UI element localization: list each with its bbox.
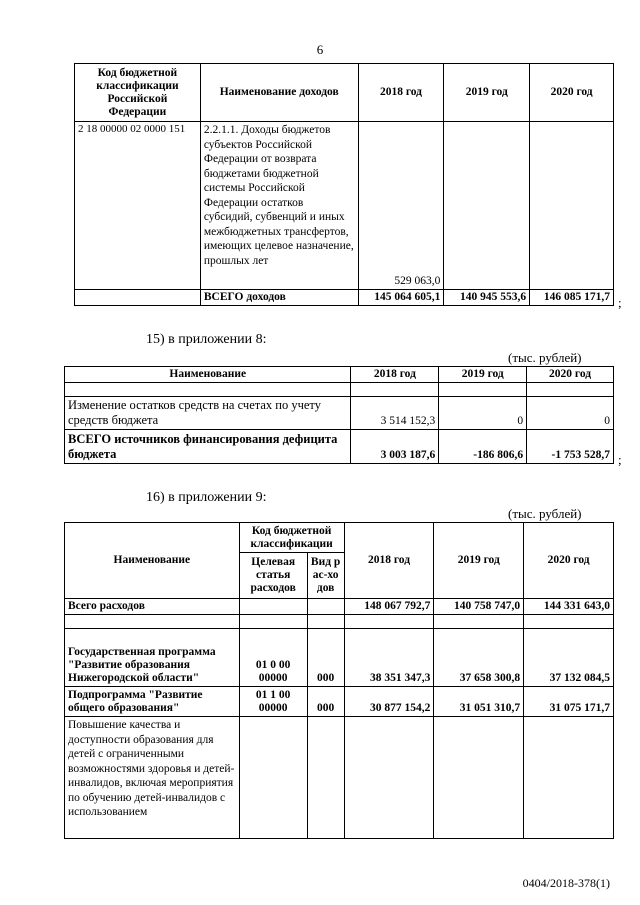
header-2019: 2019 год xyxy=(439,367,527,383)
total-label: ВСЕГО источников финансирования дефицита бюджета xyxy=(65,430,351,464)
table-row xyxy=(65,717,614,839)
cell-type xyxy=(307,599,344,615)
total-row xyxy=(75,290,614,306)
total-2019: 140 945 553,6 xyxy=(444,290,530,306)
total-2020: 146 085 171,7 xyxy=(530,290,614,306)
header-target: Целевая статья расходов xyxy=(239,553,307,599)
header-name: Наименование доходов xyxy=(200,64,358,122)
cell-2020: 31 075 171,7 xyxy=(524,687,614,717)
table-row xyxy=(65,687,614,717)
total-2020: -1 753 528,7 xyxy=(527,430,614,464)
cell-target xyxy=(239,599,307,615)
end-semicolon: ; xyxy=(618,295,622,310)
income-table xyxy=(74,63,614,306)
header-code: Код бюджетной классификации Российской Федерации xyxy=(75,64,201,122)
header-2019: 2019 год xyxy=(444,64,530,122)
header-2019: 2019 год xyxy=(434,523,524,599)
table-row xyxy=(75,122,614,290)
cell-2019: 0 xyxy=(439,397,527,430)
cell-2019: 140 758 747,0 xyxy=(434,599,524,615)
cell-name: Государственная программа "Развитие образования Нижегородской области" xyxy=(65,629,240,687)
header-2018: 2018 год xyxy=(344,523,434,599)
cell-2019 xyxy=(444,122,530,290)
cell-name: 2.2.1.1. Доходы бюджетов субъектов Российской Федерации от возврата бюджетами бюджетной системы Российской Федерации остатков субсидий, субвенций и иных межбюджетных трансфертов, имеющих целевое назначение, прошлых лет xyxy=(200,122,358,290)
section-heading: 15) в приложении 8: xyxy=(146,332,267,347)
cell-2020: 37 132 084,5 xyxy=(524,629,614,687)
cell-2019: 37 658 300,8 xyxy=(434,629,524,687)
cell-name: Повышение качества и доступности образования для детей с ограниченными возможностями здоровья и детей-инвалидов, включая мероприятия по обучению детей-инвалидов с использованием xyxy=(65,717,240,839)
cell-2018: 30 877 154,2 xyxy=(344,687,434,717)
cell-type: 000 xyxy=(307,687,344,717)
table-header-row xyxy=(65,367,614,383)
table-header-row xyxy=(65,523,614,553)
cell-2018: 38 351 347,3 xyxy=(344,629,434,687)
cell-2020 xyxy=(530,122,614,290)
cell-empty xyxy=(75,290,201,306)
header-type: Вид рас-ходов xyxy=(307,553,344,599)
empty-row xyxy=(65,383,614,397)
table-header-row xyxy=(75,64,614,122)
end-semicolon: ; xyxy=(618,452,622,467)
cell-code: 2 18 00000 02 0000 151 xyxy=(75,122,201,290)
section-heading: 16) в приложении 9: xyxy=(146,490,267,505)
cell-type xyxy=(307,717,344,839)
cell-name: Изменение остатков средств на счетах по учету средств бюджета xyxy=(65,397,351,430)
cell-name: Всего расходов xyxy=(65,599,240,615)
header-2018: 2018 год xyxy=(358,64,444,122)
total-label: ВСЕГО доходов xyxy=(200,290,358,306)
cell-target: 01 0 00 00000 xyxy=(239,629,307,687)
cell-2019: 31 051 310,7 xyxy=(434,687,524,717)
table-row xyxy=(65,397,614,430)
cell-2018: 529 063,0 xyxy=(358,122,444,290)
total-row xyxy=(65,430,614,464)
total-2019: -186 806,6 xyxy=(439,430,527,464)
header-2020: 2020 год xyxy=(524,523,614,599)
spacer-row xyxy=(65,615,614,629)
total-2018: 3 003 187,6 xyxy=(351,430,439,464)
units-label: (тыс. рублей) xyxy=(508,506,582,521)
cell-2018 xyxy=(344,717,434,839)
cell-2020: 144 331 643,0 xyxy=(524,599,614,615)
cell-name: Подпрограмма "Развитие общего образования" xyxy=(65,687,240,717)
cell-2018: 3 514 152,3 xyxy=(351,397,439,430)
cell-2020 xyxy=(524,717,614,839)
cell-target: 01 1 00 00000 xyxy=(239,687,307,717)
table-row xyxy=(65,629,614,687)
cell-type: 000 xyxy=(307,629,344,687)
sources-table xyxy=(64,366,614,464)
header-code-group: Код бюджетной классификации xyxy=(239,523,344,553)
cell-2019 xyxy=(434,717,524,839)
units-label: (тыс. рублей) xyxy=(508,350,582,365)
cell-target xyxy=(239,717,307,839)
header-2020: 2020 год xyxy=(530,64,614,122)
header-name: Наименование xyxy=(65,523,240,599)
document-footer-code: 0404/2018-378(1) xyxy=(522,876,610,890)
table-row xyxy=(65,599,614,615)
expenses-table xyxy=(64,522,614,839)
header-name: Наименование xyxy=(65,367,351,383)
page-number: 6 xyxy=(316,42,324,57)
cell-2018: 148 067 792,7 xyxy=(344,599,434,615)
total-2018: 145 064 605,1 xyxy=(358,290,444,306)
header-2020: 2020 год xyxy=(527,367,614,383)
cell-2020: 0 xyxy=(527,397,614,430)
header-2018: 2018 год xyxy=(351,367,439,383)
